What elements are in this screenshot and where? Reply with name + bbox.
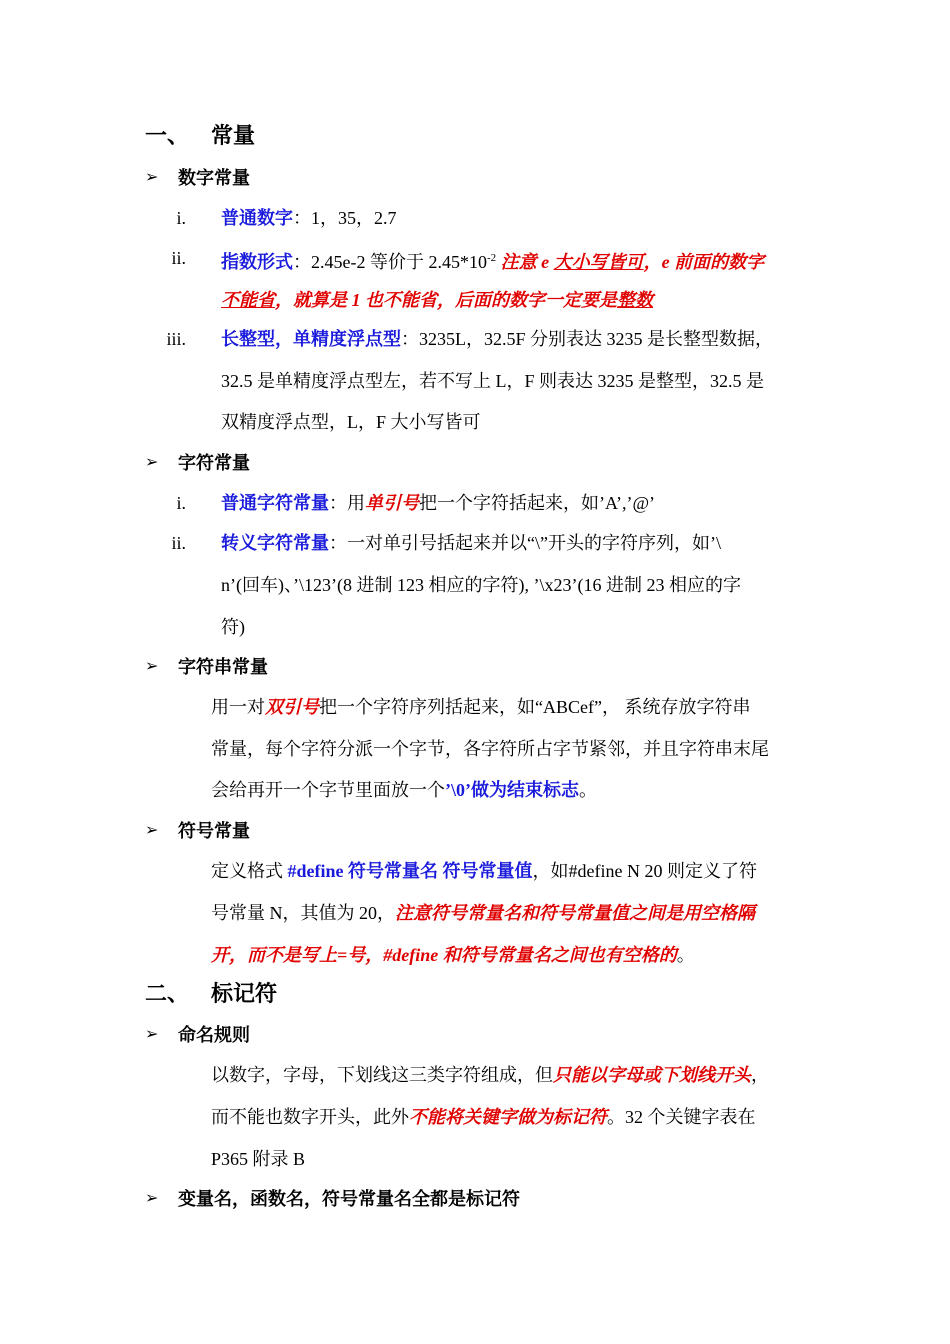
note-text: 双引号 <box>265 697 319 717</box>
note-text: 整数 <box>617 290 653 310</box>
section-heading-2 <box>145 982 277 1006</box>
subheading-char-constants: 字符常量 <box>178 453 250 473</box>
note-text: 单引号 <box>365 493 419 513</box>
text: 以数字，字母，下划线这三类字符组成，但 <box>211 1065 553 1085</box>
paragraph-line: P365 附录 B <box>211 1149 306 1169</box>
arrow-bullet-icon: ➢ <box>145 454 159 471</box>
arrow-bullet-icon: ➢ <box>145 169 159 186</box>
list-item <box>221 206 397 230</box>
list-item <box>221 327 773 351</box>
item-label: 指数形式 <box>221 252 293 272</box>
text: 而不能也数字开头，此外 <box>211 1107 409 1127</box>
subheading-number-constants: 数字常量 <box>178 168 250 188</box>
highlight-text: #define 符号常量名 符号常量值 <box>287 861 533 881</box>
paragraph-line <box>211 859 757 883</box>
section-title: 标记符 <box>211 981 278 1006</box>
text: 定义格式 <box>211 861 288 881</box>
list-number: i. <box>176 493 186 513</box>
item-label: 长整型，单精度浮点型 <box>221 329 401 349</box>
section-heading-1 <box>145 124 255 148</box>
text: ，如#define N 20 则定义了符 <box>532 861 757 881</box>
list-item-continuation: 双精度浮点型，L，F 大小写皆可 <box>221 412 481 432</box>
list-item <box>221 531 721 555</box>
paragraph-line <box>211 901 755 925</box>
note-text: 大小写皆可 <box>553 252 644 272</box>
paragraph-line <box>211 1063 769 1087</box>
list-item-continuation: 32.5 是单精度浮点型左，若不写上 L，F 则表达 3235 是整型，32.5 是 <box>221 371 765 391</box>
item-text: 把一个字符括起来，如’A’,’@’ <box>419 493 656 513</box>
highlight-text: ’\0’做为结束标志 <box>445 780 579 800</box>
text: 。 <box>676 945 695 965</box>
list-item-continuation <box>221 288 653 312</box>
note-text: 注意符号常量名和符号常量值之间是用空格隔 <box>395 903 755 923</box>
list-item-continuation: 符) <box>221 617 245 637</box>
note-text: 开，而不是写上=号，#define 和符号常量名之间也有空格的 <box>211 945 677 965</box>
text: 号常量 N，其值为 20， <box>211 903 395 923</box>
item-label: 转义字符常量 <box>221 533 329 553</box>
superscript: -2 <box>486 252 497 264</box>
note-text: ，就算是 1 也不能省，后面的数字一定要是 <box>275 290 617 310</box>
subheading-symbolic-constants: 符号常量 <box>178 821 250 841</box>
item-text: ：3235L，32.5F 分别表达 3235 是长整型数据， <box>401 329 774 349</box>
note-text: 注意 e <box>496 252 554 272</box>
arrow-bullet-icon: ➢ <box>145 822 159 839</box>
item-label: 普通数字 <box>221 208 293 228</box>
list-number: i. <box>176 208 186 228</box>
item-label: 普通字符常量 <box>221 493 329 513</box>
item-text: ：用 <box>329 493 365 513</box>
note-text: 只能以字母或下划线开头 <box>553 1065 751 1085</box>
item-text: ：一对单引号括起来并以“\”开头的字符序列，如’\ <box>329 533 721 553</box>
list-number: ii. <box>171 533 186 553</box>
subheading-string-constants: 字符串常量 <box>178 657 268 677</box>
section-title: 常量 <box>211 123 256 148</box>
paragraph-line: 常量，每个字符分派一个字节，各字符所占字节紧邻，并且字符串末尾 <box>211 739 769 759</box>
text: ， <box>751 1065 769 1085</box>
subheading-identifiers: 变量名，函数名，符号常量名全都是标记符 <box>178 1189 520 1209</box>
list-item <box>221 246 764 274</box>
paragraph-line <box>211 1105 756 1129</box>
arrow-bullet-icon: ➢ <box>145 1190 159 1207</box>
arrow-bullet-icon: ➢ <box>145 1026 159 1043</box>
arrow-bullet-icon: ➢ <box>145 658 159 675</box>
item-text: ：1，35，2.7 <box>293 208 397 228</box>
subheading-naming-rules: 命名规则 <box>178 1025 250 1045</box>
text: 用一对 <box>211 697 265 717</box>
note-text: ，e 前面的数字 <box>643 252 765 272</box>
text: 。32 个关键字表在 <box>607 1107 756 1127</box>
paragraph-line <box>211 943 695 967</box>
note-text: 不能省 <box>221 290 275 310</box>
section-number: 二、 <box>145 981 190 1006</box>
text: 。 <box>579 780 597 800</box>
paragraph-line <box>211 695 750 719</box>
list-item-continuation: n’(回车)、’\123’(8 进制 123 相应的字符), ’\x23’(16 进制 23 相应的字 <box>221 575 741 595</box>
section-number: 一、 <box>145 123 190 148</box>
list-number: iii. <box>166 329 186 349</box>
item-text: ：2.45e-2 等价于 2.45*10 <box>293 252 487 272</box>
note-text: 不能将关键字做为标记符 <box>409 1107 607 1127</box>
paragraph-line <box>211 778 597 802</box>
list-item <box>221 491 655 515</box>
text: 把一个字符序列括起来，如“ABCef”， 系统存放字符串 <box>319 697 751 717</box>
text: 会给再开一个字节里面放一个 <box>211 780 445 800</box>
list-number: ii. <box>171 248 186 268</box>
